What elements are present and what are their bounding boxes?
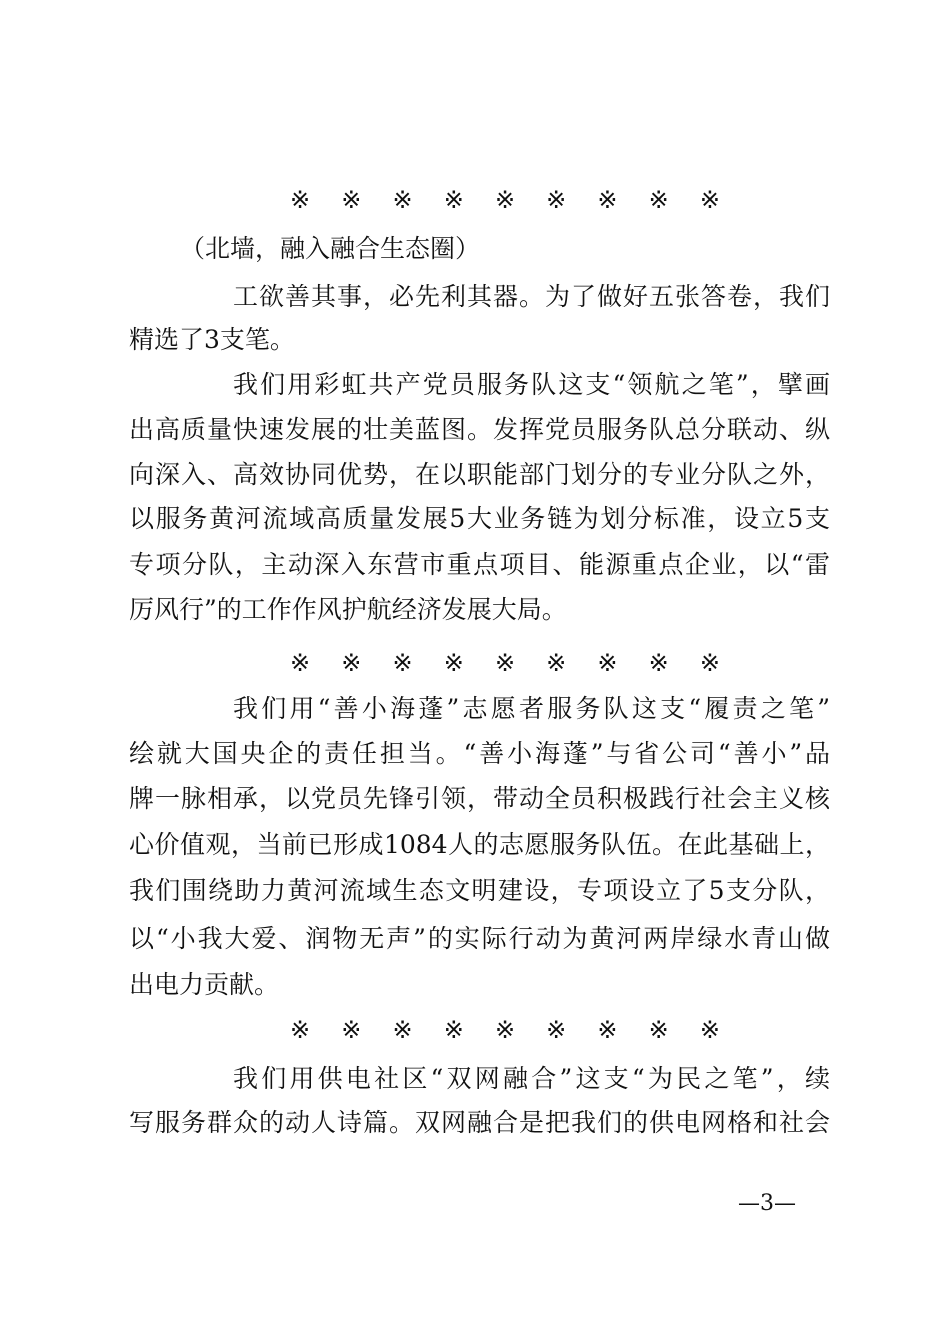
paragraph-line: 以服务黄河流域高质量发展5大业务链为划分标准，设立5支 <box>129 504 830 533</box>
separator-mark: ※ <box>597 1016 618 1044</box>
paragraph-line: 我们用彩虹共产党员服务队这支“领航之笔”，擘画 <box>233 370 830 399</box>
paragraph-line: 专项分队，主动深入东营市重点项目、能源重点企业，以“雷 <box>129 550 830 579</box>
section-caption: （北墙，融入融合生态圈） <box>180 234 481 263</box>
separator-mark: ※ <box>648 1016 669 1044</box>
paragraph-line: 我们用“善小海蓬”志愿者服务队这支“履责之笔” <box>233 694 830 723</box>
separator-mark: ※ <box>699 1016 720 1044</box>
separator-mark: ※ <box>494 1016 516 1044</box>
separator-mark: ※ <box>341 186 362 214</box>
separator-mark: ※ <box>341 649 362 677</box>
paragraph-line: 牌一脉相承，以党员先锋引领，带动全员积极践行社会主义核 <box>129 784 830 813</box>
separator-mark: ※ <box>699 186 720 214</box>
separator-mark: ※ <box>546 649 567 677</box>
separator-mark: ※ <box>290 1016 311 1044</box>
separator-mark: ※ <box>597 186 618 214</box>
separator-2 <box>290 648 720 678</box>
separator-mark: ※ <box>546 1016 567 1044</box>
paragraph-line: 以“小我大爱、润物无声”的实际行动为黄河两岸绿水青山做 <box>129 924 830 953</box>
paragraph-line: 厉风行”的工作作风护航经济发展大局。 <box>129 595 567 624</box>
separator-mark: ※ <box>597 649 618 677</box>
paragraph-line: 向深入、高效协同优势，在以职能部门划分的专业分队之外， <box>129 460 830 489</box>
paragraph-line: 我们围绕助力黄河流域生态文明建设，专项设立了5支分队， <box>129 876 830 905</box>
separator-mark: ※ <box>290 649 311 677</box>
separator-mark: ※ <box>290 186 311 214</box>
separator-mark: ※ <box>443 649 464 677</box>
separator-mark: ※ <box>699 649 720 677</box>
paragraph-line: 我们用供电社区“双网融合”这支“为民之笔”，续 <box>233 1064 830 1093</box>
separator-mark: ※ <box>648 649 669 677</box>
paragraph-line: 精选了3支笔。 <box>129 325 295 354</box>
paragraph-line: 出高质量快速发展的壮美蓝图。发挥党员服务队总分联动、纵 <box>129 415 830 444</box>
paragraph-line: 心价值观，当前已形成1084人的志愿服务队伍。在此基础上， <box>129 830 830 859</box>
separator-mark: ※ <box>392 186 413 214</box>
separator-mark: ※ <box>392 1016 413 1044</box>
separator-mark: ※ <box>494 186 516 214</box>
separator-3 <box>290 1015 720 1045</box>
separator-mark: ※ <box>546 186 567 214</box>
page-number: —3— <box>738 1191 796 1216</box>
separator-mark: ※ <box>392 649 413 677</box>
separator-mark: ※ <box>648 186 669 214</box>
separator-mark: ※ <box>494 649 516 677</box>
separator-mark: ※ <box>443 1016 464 1044</box>
paragraph-line: 工欲善其事，必先利其器。为了做好五张答卷，我们 <box>233 282 830 311</box>
paragraph-line: 绘就大国央企的责任担当。“善小海蓬”与省公司“善小”品 <box>129 739 830 768</box>
separator-mark: ※ <box>443 186 464 214</box>
paragraph-line: 写服务群众的动人诗篇。双网融合是把我们的供电网格和社会 <box>129 1108 830 1137</box>
separator-1 <box>290 185 720 215</box>
paragraph-line: 出电力贡献。 <box>129 970 280 999</box>
separator-mark: ※ <box>341 1016 362 1044</box>
